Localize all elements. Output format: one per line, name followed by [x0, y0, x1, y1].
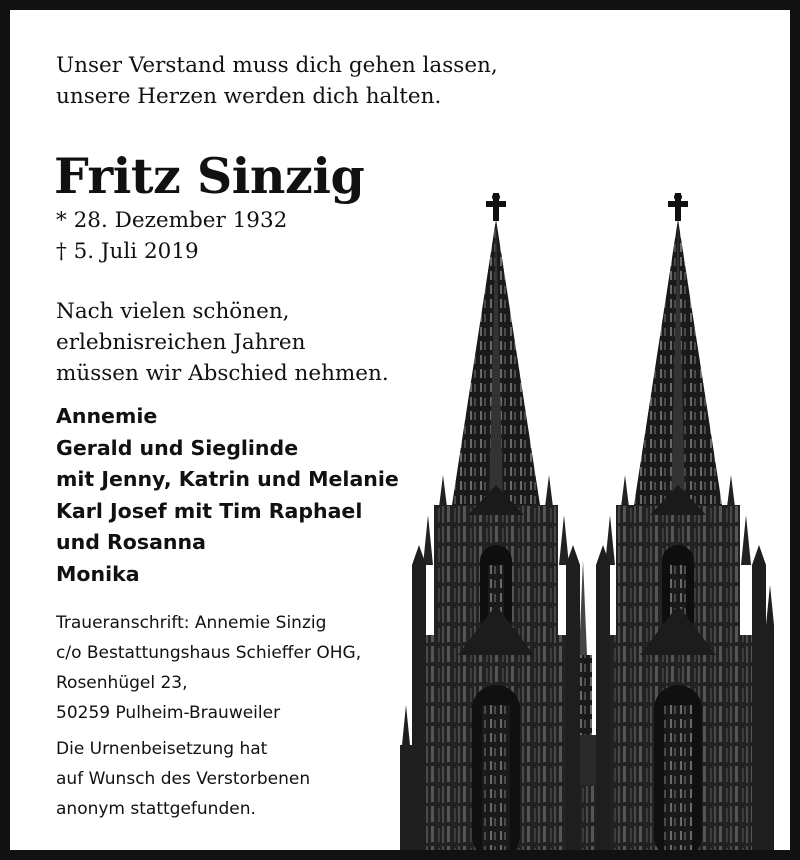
motto-line: unsere Herzen werden dich halten.	[56, 84, 442, 109]
cathedral-towers-icon	[398, 185, 790, 860]
burial-notice	[56, 734, 310, 824]
message-line: Nach vielen schönen,	[56, 299, 290, 324]
farewell-message	[56, 296, 389, 389]
mourner-line: Annemie	[56, 404, 158, 428]
right-tower	[596, 193, 774, 860]
birth-date: * 28. Dezember 1932	[56, 208, 288, 233]
notice-line: Die Urnenbeisetzung hat	[56, 739, 268, 759]
mourner-line: mit Jenny, Katrin und Melanie	[56, 467, 399, 491]
left-tower	[412, 193, 580, 860]
notice-line: anonym stattgefunden.	[56, 799, 256, 819]
address-line: c/o Bestattungshaus Schieffer OHG,	[56, 643, 362, 663]
motto-quote	[56, 50, 498, 112]
message-line: müssen wir Abschied nehmen.	[56, 361, 389, 386]
address-line: Rosenhügel 23,	[56, 673, 188, 693]
mourner-line: Monika	[56, 561, 140, 586]
deceased-name: Fritz Sinzig	[54, 147, 365, 205]
address-line: 50259 Pulheim-Brauweiler	[56, 703, 281, 723]
mourner-line: Gerald und Sieglinde	[56, 435, 299, 460]
death-date: † 5. Juli 2019	[56, 239, 199, 264]
mourner-line: und Rosanna	[56, 530, 206, 554]
notice-line: auf Wunsch des Verstorbenen	[56, 769, 311, 789]
address-line: Traueranschrift: Annemie Sinzig	[56, 613, 327, 633]
mourner-line: Karl Josef mit Tim Raphael	[56, 498, 363, 523]
message-line: erlebnisreichen Jahren	[56, 330, 306, 355]
mourning-address	[56, 608, 361, 728]
motto-line: Unser Verstand muss dich gehen lassen,	[56, 53, 498, 78]
life-dates	[56, 205, 287, 267]
mourners-list	[56, 401, 399, 590]
